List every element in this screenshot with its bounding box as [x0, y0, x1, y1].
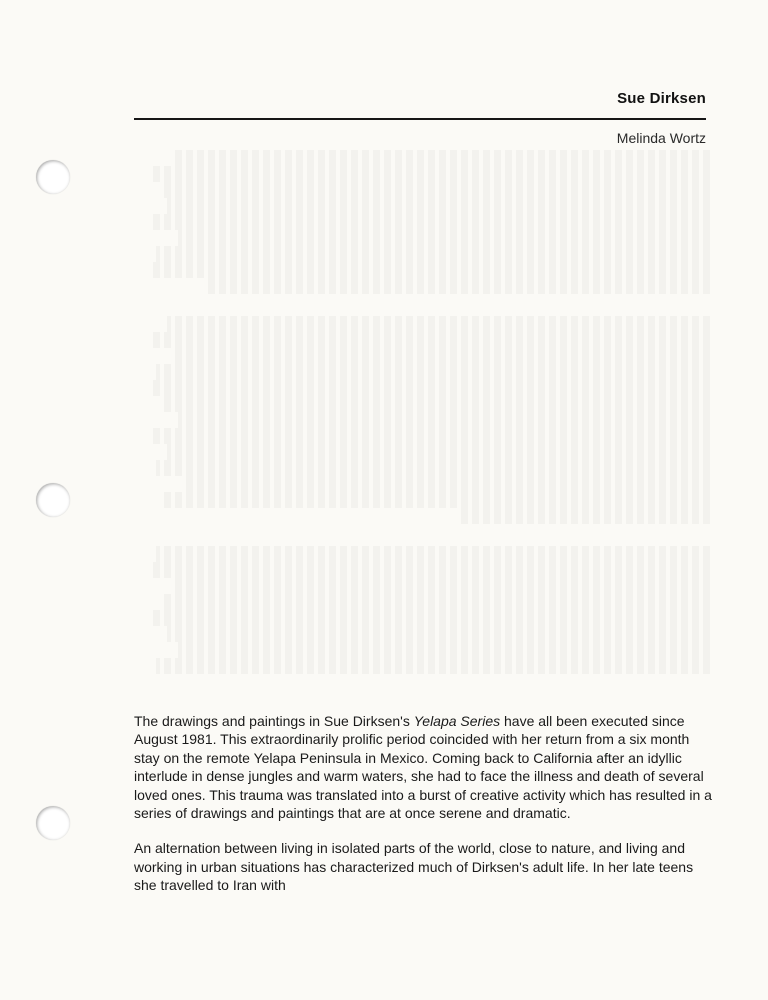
- article-body: [134, 712, 714, 912]
- binder-hole: [36, 806, 70, 840]
- article-subject-name: Sue Dirksen: [617, 90, 706, 107]
- series-title: Yelapa Series: [413, 713, 501, 729]
- binder-hole: [36, 483, 70, 517]
- paragraph: [134, 839, 714, 894]
- binder-hole: [36, 160, 70, 194]
- author-name: Melinda Wortz: [616, 130, 706, 146]
- paragraph: [134, 712, 714, 822]
- paragraph-text: have all been executed since August 1981. This extraordinarily prolific period coincided with her return from a six month stay on the remote Yelapa Peninsula in Mexico. Coming back to California after an idyllic interlude in dense jungles and warm waters, she had to face the illness and death of several loved ones. This trauma was translated into a burst of creative activity which has resulted in a series of drawings and paintings that are at once serene and dramatic.: [134, 713, 712, 822]
- reverse-side-bleed-through: [150, 150, 710, 710]
- paragraph-text: An alternation between living in isolated parts of the world, close to nature, and living and working in urban situations has characterized much of Dirksen's adult life. In her late teens she travelled to Iran with: [134, 840, 694, 894]
- header-divider: [134, 118, 706, 120]
- paragraph-text: The drawings and paintings in Sue Dirksen's: [134, 713, 414, 729]
